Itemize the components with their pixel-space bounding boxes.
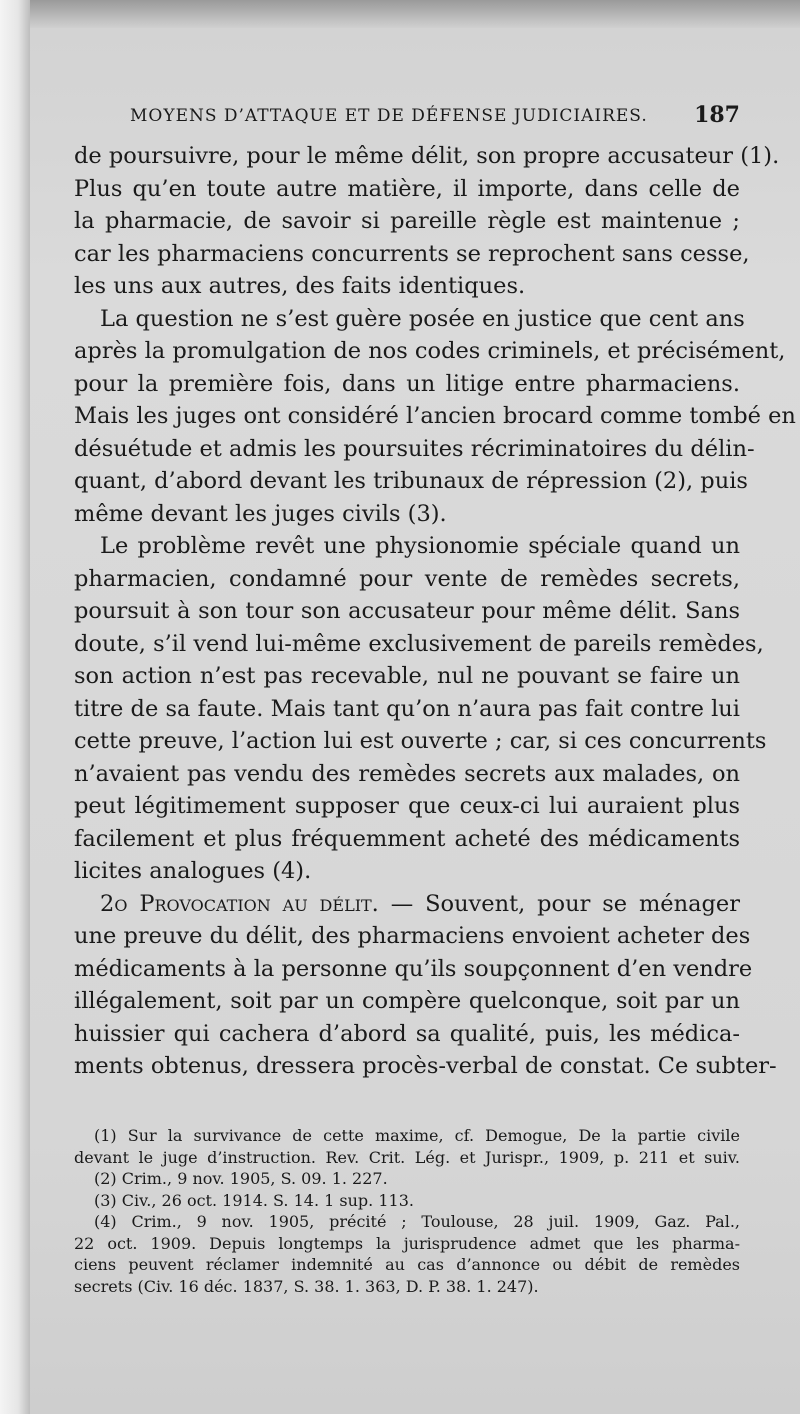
text-line: même devant les juges civils (3). xyxy=(74,500,447,527)
text-line: son action n’est pas recevable, nul ne pouvant se faire un xyxy=(74,663,740,689)
text-line: médicaments à la personne qu’ils soupçonnent d’en vendre xyxy=(74,955,753,982)
running-header xyxy=(130,104,740,134)
footnote-line: secrets (Civ. 16 déc. 1837, S. 38. 1. 363, D. P. 38. 1. 247). xyxy=(74,1276,539,1296)
text-line: les uns aux autres, des faits identiques. xyxy=(74,273,526,299)
section-heading: 2o Provocation au délit. xyxy=(100,890,379,917)
text-line: peut légitimement supposer que ceux-ci lui auraient plus xyxy=(74,793,740,819)
page-number: 187 xyxy=(694,102,740,128)
text-line: ments obtenus, dressera procès-verbal de constat. Ce subter- xyxy=(74,1053,777,1079)
text-line: car les pharmaciens concurrents se reprochent sans cesse, xyxy=(74,240,750,267)
text-line: poursuit à son tour son accusateur pour même délit. Sans xyxy=(74,598,740,624)
text-line: Plus qu’en toute autre matière, il importe, dans celle de xyxy=(74,175,740,202)
scan-shadow xyxy=(30,0,800,28)
text-line: désuétude et admis les poursuites récriminatoires du délin- xyxy=(74,435,755,462)
text-line: quant, d’abord devant les tribunaux de répression (2), puis xyxy=(74,468,748,494)
text-line: n’avaient pas vendu des remèdes secrets aux malades, on xyxy=(74,760,740,787)
text-fragment: — Souvent, pour se ménager xyxy=(378,890,740,917)
text-line: la pharmacie, de savoir si pareille règle est maintenue ; xyxy=(74,208,740,234)
paragraph xyxy=(74,530,767,888)
text-line: pour la première fois, dans un litige entre pharmaciens. xyxy=(74,370,740,397)
text-line: après la promulgation de nos codes criminels, et précisément, xyxy=(74,338,786,364)
footnotes xyxy=(74,1125,740,1297)
paragraph xyxy=(74,140,780,303)
footnote-line: devant le juge d’instruction. Rev. Crit. Lég. et Jurispr., 1909, p. 211 et suiv. xyxy=(74,1147,740,1167)
paragraph xyxy=(74,303,796,531)
text-line: titre de sa faute. Mais tant qu’on n’aura pas fait contre lui xyxy=(74,695,740,722)
text-line: Mais les juges ont considéré l’ancien brocard comme tombé en xyxy=(74,403,796,429)
footnote-line: (2) Crim., 9 nov. 1905, S. 09. 1. 227. xyxy=(94,1169,388,1188)
footnote-line: ciens peuvent réclamer indemnité au cas d’annonce ou débit de remèdes xyxy=(74,1255,740,1274)
footnote-line: 22 oct. 1909. Depuis longtemps la jurisprudence admet que les pharma- xyxy=(74,1233,740,1253)
body-text xyxy=(74,140,796,1083)
footnote-line: (1) Sur la survivance de cette maxime, cf. Demogue, De la partie civile xyxy=(94,1126,740,1145)
text-line xyxy=(74,888,740,921)
footnote-line: (3) Civ., 26 oct. 1914. S. 14. 1 sup. 113. xyxy=(94,1190,414,1210)
text-line: de poursuivre, pour le même délit, son propre accusateur (1). xyxy=(74,143,780,169)
paragraph xyxy=(74,888,777,1083)
text-line: licites analogues (4). xyxy=(74,858,312,884)
page-edge xyxy=(0,0,30,1414)
text-line: facilement et plus fréquemment acheté des médicaments xyxy=(74,825,740,852)
text-line: huissier qui cachera d’abord sa qualité, puis, les médica- xyxy=(74,1020,740,1047)
text-line: Le problème revêt une physionomie spéciale quand un xyxy=(100,533,740,559)
text-line: illégalement, soit par un compère quelconque, soit par un xyxy=(74,988,740,1014)
text-line: doute, s’il vend lui-même exclusivement de pareils remèdes, xyxy=(74,630,764,657)
text-line: La question ne s’est guère posée en justice que cent ans xyxy=(100,305,745,332)
text-line: cette preuve, l’action lui est ouverte ; car, si ces concurrents xyxy=(74,728,767,754)
footnote-line: (4) Crim., 9 nov. 1905, précité ; Toulouse, 28 juil. 1909, Gaz. Pal., xyxy=(94,1212,740,1231)
running-title: MOYENS D’ATTAQUE ET DE DÉFENSE JUDICIAIRES. xyxy=(130,106,648,126)
text-line: une preuve du délit, des pharmaciens envoient acheter des xyxy=(74,923,751,949)
text-line: pharmacien, condamné pour vente de remèdes secrets, xyxy=(74,565,740,592)
